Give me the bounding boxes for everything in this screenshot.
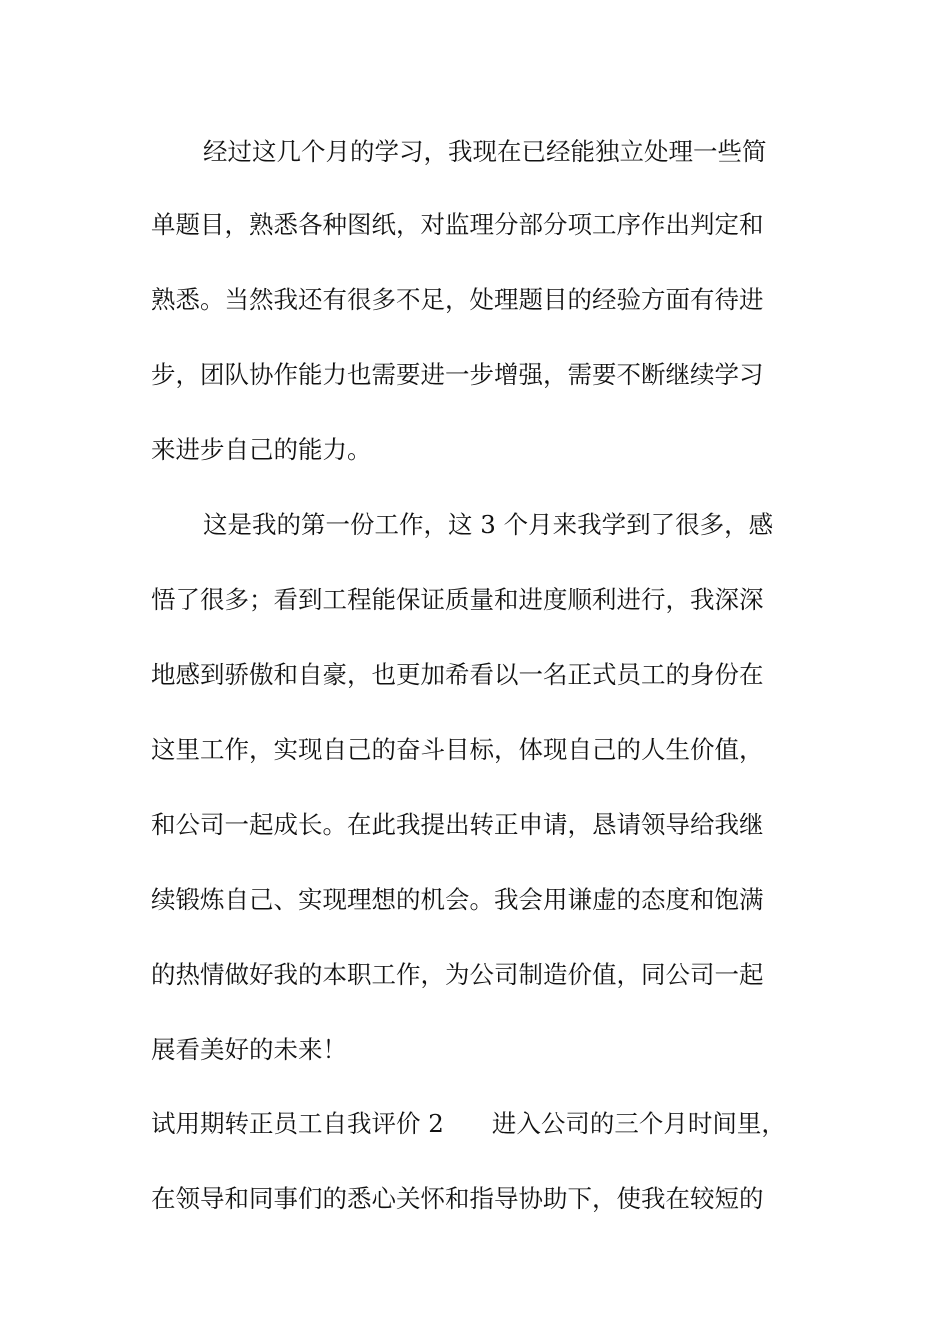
paragraph-2-line-5: 和公司一起成长。在此我提出转正申请，恳请领导给我继 (151, 810, 764, 839)
paragraph-2-line-2: 悟了很多；看到工程能保证质量和进度顺利进行，我深深 (151, 585, 764, 614)
section-heading-line (151, 1104, 791, 1144)
paragraph-1-line-2: 单题目，熟悉各种图纸，对监理分部分项工序作出判定和 (151, 210, 764, 239)
section-first-line-text: 进入公司的三个月时间里， (491, 1109, 786, 1138)
paragraph-2-line-7: 的热情做好我的本职工作，为公司制造价值，同公司一起 (151, 960, 764, 989)
paragraph-3-line-2: 在领导和同事们的悉心关怀和指导协助下，使我在较短的 (151, 1184, 764, 1213)
paragraph-1-line-5: 来进步自己的能力。 (151, 435, 372, 464)
section-title: 试用期转正员工自我评价 2 (151, 1109, 444, 1138)
paragraph-2-line-1: 这是我的第一份工作，这 3 个月来我学到了很多，感 (203, 510, 774, 539)
paragraph-1-line-1: 经过这几个月的学习，我现在已经能独立处理一些简 (203, 137, 767, 166)
paragraph-1-line-3: 熟悉。当然我还有很多不足，处理题目的经验方面有待进 (151, 285, 764, 314)
paragraph-2-line-8: 展看美好的未来！ (151, 1035, 347, 1064)
paragraph-2-line-6: 续锻炼自己、实现理想的机会。我会用谦虚的态度和饱满 (151, 885, 764, 914)
paragraph-2-line-4: 这里工作，实现自己的奋斗目标，体现自己的人生价值， (151, 735, 764, 764)
paragraph-2-line-3: 地感到骄傲和自豪，也更加希看以一名正式员工的身份在 (151, 660, 764, 689)
paragraph-1-line-4: 步，团队协作能力也需要进一步增强，需要不断继续学习 (151, 360, 764, 389)
